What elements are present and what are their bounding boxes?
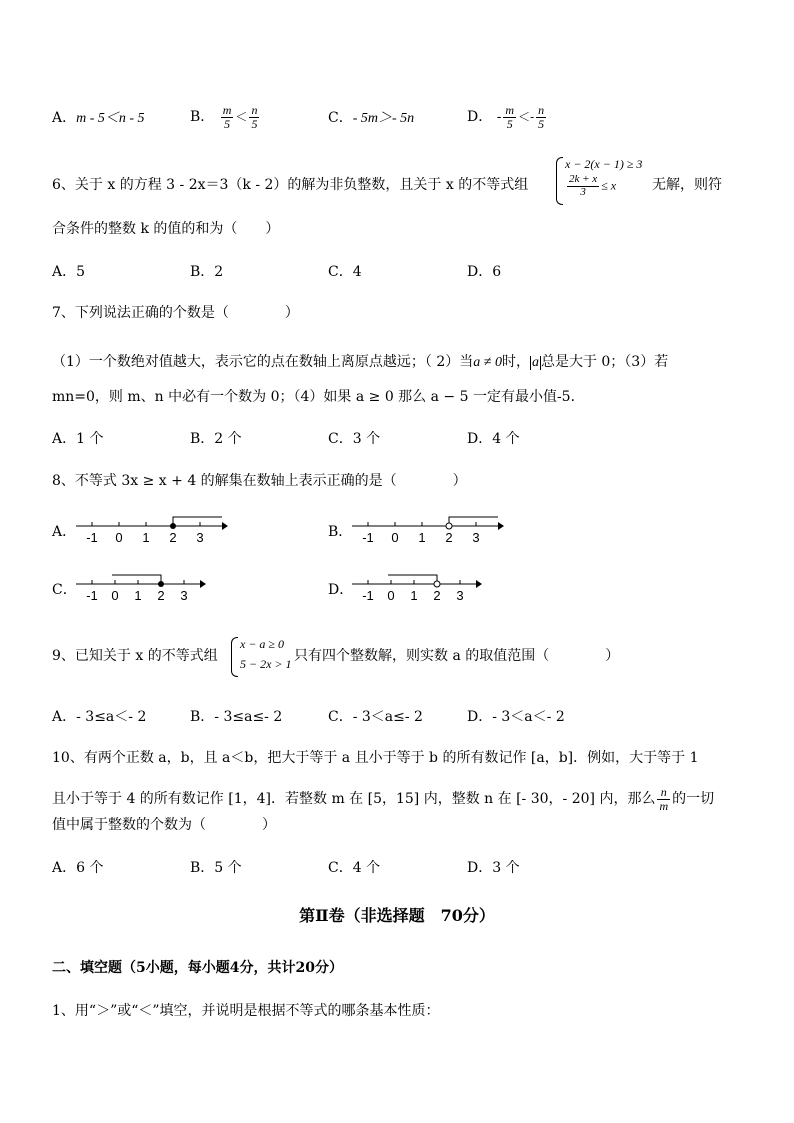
tick-label: 0 xyxy=(387,588,395,603)
tick-label: -1 xyxy=(362,530,374,545)
tick-label: -1 xyxy=(86,530,98,545)
q7-title: 7、下列说法正确的个数是（ ） xyxy=(52,305,299,321)
tick-label: 2 xyxy=(157,588,165,603)
tick-label: -1 xyxy=(86,588,98,603)
tick-label: 3 xyxy=(456,588,464,603)
q8-title: 8、不等式 3x ≥ x + 4 的解集在数轴上表示正确的是（ ） xyxy=(52,473,467,489)
tick-label: 3 xyxy=(196,530,204,545)
tick-label: 1 xyxy=(410,588,418,603)
tick-label: 2 xyxy=(169,530,177,545)
q7-option-a: A．1 个 xyxy=(52,431,104,447)
tick-label: 3 xyxy=(180,588,188,603)
q10-option-a: A．6 个 xyxy=(52,860,104,876)
q6-stem: 6、关于 x 的方程 3 - 2x＝3（k - 2）的解为非负整数，且关于 x 的不等式组 xyxy=(52,177,529,193)
q8-number-line-c xyxy=(72,570,212,606)
q7-line2: mn=0，则 m、n 中必有一个数为 0；（4）如果 a ≥ 0 那么 a − 5 一定有最小值-5． xyxy=(52,389,585,405)
q9-option-d: D．- 3＜a＜- 2 xyxy=(467,709,565,725)
q8-option-d-label: D． xyxy=(328,582,354,598)
q7-option-d: D．4 个 xyxy=(467,431,520,447)
tick-label: 1 xyxy=(142,530,150,545)
tick-label: 2 xyxy=(445,530,453,545)
q6-option-a: A．5 xyxy=(52,264,86,280)
q8-number-line-d xyxy=(348,570,488,606)
q5-option-c: C．- 5m＞- 5n xyxy=(328,110,415,126)
tick-label: 0 xyxy=(115,530,123,545)
q8-number-line-a xyxy=(72,512,232,548)
fill-q1-stem: 1、用“＞”或“＜”填空，并说明是根据不等式的哪条基本性质： xyxy=(52,1003,440,1019)
q10-line1: 10、有两个正数 a，b，且 a＜b，把大于等于 a 且小于等于 b 的所有数记作 [a，b]．例如，大于等于 1 xyxy=(52,750,699,766)
q5-option-a: A．m - 5＜n - 5 xyxy=(52,110,145,126)
q5-option-d: D． - $\frac{m}{5}$ ＜- $\frac{n}{5}$ xyxy=(467,103,545,131)
tick-label: 3 xyxy=(472,530,480,545)
q8-option-c-label: C． xyxy=(52,582,77,598)
q6-option-d: D．6 xyxy=(467,264,502,280)
q6-stem-end: 无解，则符 xyxy=(652,177,722,193)
tick-label: -1 xyxy=(362,588,374,603)
q8-option-a-label: A． xyxy=(52,524,77,540)
q10-option-b: B．5 个 xyxy=(190,860,242,876)
q6-inequality-system: x − 2(x − 1) ≥ 3 $\frac{2k + x}{3}$ ≤ x xyxy=(556,157,656,203)
q9-stem-end: 只有四个整数解，则实数 a 的取值范围（ ） xyxy=(294,648,620,664)
q6-option-b: B．2 xyxy=(190,264,224,280)
q9-inequality-system: x − a ≥ 0 5 − 2x > 1 xyxy=(231,637,295,675)
tick-label: 1 xyxy=(134,588,142,603)
q10-option-c: C．4 个 xyxy=(328,860,381,876)
tick-label: 0 xyxy=(391,530,399,545)
q6-stem-line2: 合条件的整数 k 的值的和为（ ） xyxy=(52,221,280,237)
section-heading: 第Ⅱ卷（非选择题 70分） xyxy=(299,906,495,925)
q7-option-b: B．2 个 xyxy=(190,431,242,447)
q6-option-c: C．4 xyxy=(328,264,362,280)
q10-option-d: D．3 个 xyxy=(467,860,520,876)
q9-option-c: C．- 3＜a≤- 2 xyxy=(328,709,423,725)
q8-number-line-b xyxy=(348,512,508,548)
q10-line3: 值中属于整数的个数为（ ） xyxy=(52,817,276,833)
q10-line2: 且小于等于 4 的所有数记作 [1，4]．若整数 m 在 [5，15] 内，整数 n 在 [- 30，- 20] 内，那么 $\frac{n}{m}$ 的一切 xyxy=(52,785,715,813)
section-subheading: 二、填空题（5小题，每小题4分，共计20分） xyxy=(52,960,343,976)
q9-option-a: A．- 3≤a＜- 2 xyxy=(52,709,147,725)
q9-stem: 9、已知关于 x 的不等式组 xyxy=(52,648,218,664)
q9-option-b: B．- 3≤a≤- 2 xyxy=(190,709,283,725)
tick-label: 2 xyxy=(433,588,441,603)
q7-line1: （1）一个数绝对值越大，表示它的点在数轴上离原点越远；（ 2）当a ≠ 0时， a 总是大于 0；（3）若 xyxy=(52,354,669,370)
q7-option-c: C．3 个 xyxy=(328,431,381,447)
q5-option-b: B． $\frac{m}{5}$ ＜ $\frac{n}{5}$ xyxy=(190,103,258,131)
tick-label: 1 xyxy=(418,530,426,545)
tick-label: 0 xyxy=(111,588,119,603)
q8-option-b-label: B． xyxy=(328,524,353,540)
